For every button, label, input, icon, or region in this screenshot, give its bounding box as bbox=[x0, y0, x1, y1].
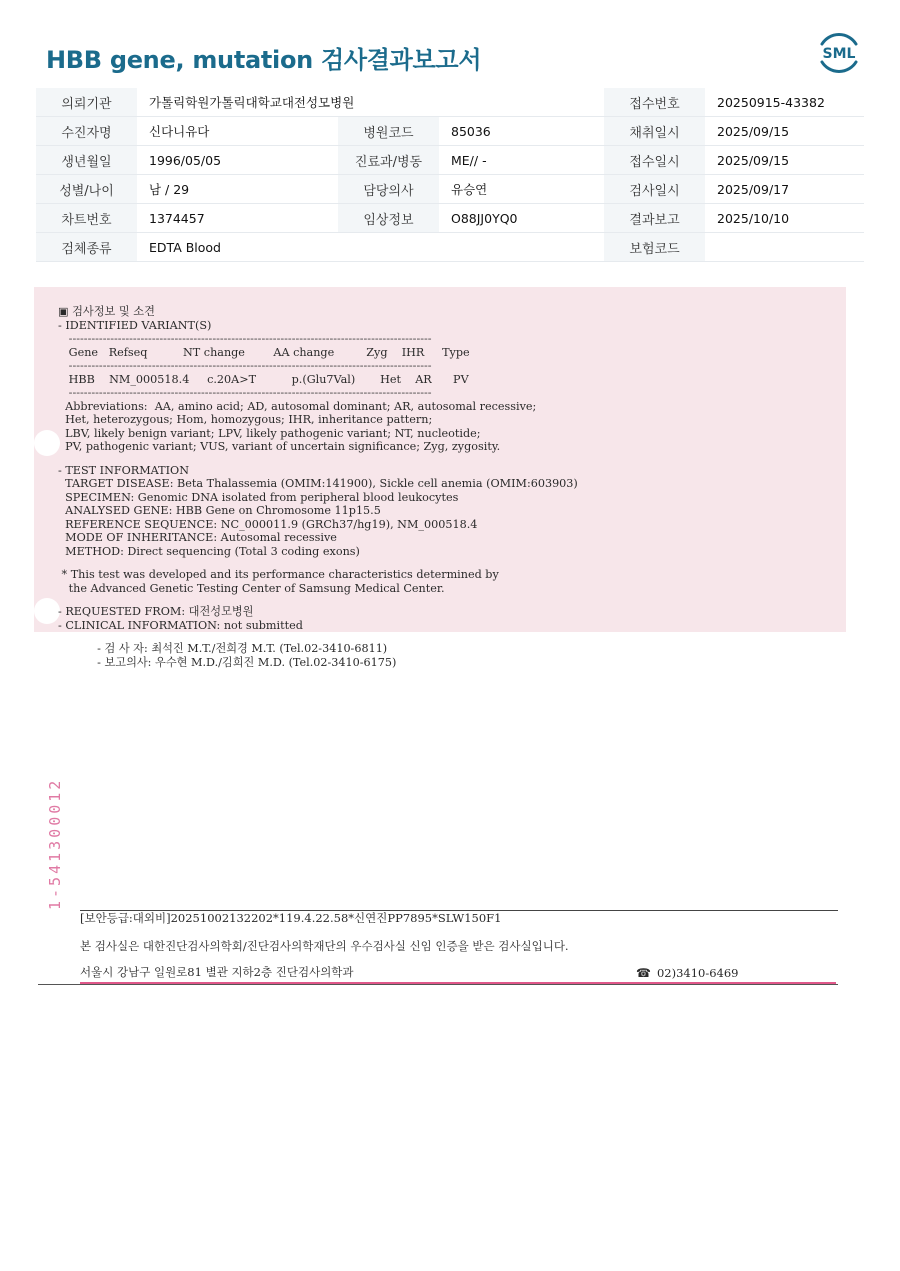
info-value: 가톨릭학원가톨릭대학교대전성모병원 bbox=[137, 88, 604, 117]
info-value: 유승연 bbox=[439, 175, 604, 204]
info-value: EDTA Blood bbox=[137, 233, 604, 262]
requested-from: - REQUESTED FROM: 대전성모병원 bbox=[58, 605, 254, 618]
note-line: * This test was developed and its performance characteristics determined by bbox=[58, 568, 499, 581]
divider: ------------------------------------------------------------------------------------------------ bbox=[58, 386, 432, 399]
info-value: 2025/10/10 bbox=[705, 204, 864, 233]
document-serial-number: 1-541300012 bbox=[46, 777, 64, 910]
info-value: 1374457 bbox=[137, 204, 338, 233]
report-body bbox=[58, 305, 838, 669]
info-row bbox=[36, 117, 864, 146]
info-value: 85036 bbox=[439, 117, 604, 146]
footer-divider bbox=[38, 984, 838, 985]
address-line: 서울시 강남구 일원로81 별관 지하2층 진단검사의학과 bbox=[80, 965, 354, 979]
abbreviation-line: Het, heterozygous; Hom, homozygous; IHR, inheritance pattern; bbox=[58, 413, 433, 426]
info-label: 수진자명 bbox=[36, 117, 137, 146]
info-value: ME// - bbox=[439, 146, 604, 175]
info-label: 진료과/병동 bbox=[338, 146, 439, 175]
test-info-heading: - TEST INFORMATION bbox=[58, 463, 189, 477]
test-info-line: ANALYSED GENE: HBB Gene on Chromosome 11p15.5 bbox=[58, 504, 381, 517]
info-row bbox=[36, 233, 864, 262]
test-info-line: MODE OF INHERITANCE: Autosomal recessive bbox=[58, 531, 337, 544]
certification-line: 본 검사실은 대한진단검사의학회/진단검사의학재단의 우수검사실 신임 인증을 받은 검사실입니다. bbox=[80, 939, 569, 953]
phone-number bbox=[636, 966, 739, 980]
note-line: the Advanced Genetic Testing Center of Samsung Medical Center. bbox=[58, 581, 445, 595]
variant-row: HBB NM_000518.4 c.20A>T p.(Glu7Val) Het AR PV bbox=[58, 372, 469, 386]
security-line: [보안등급:대외비]20251002132202*119.4.22.58*신연진PP7895*SLW150F1 bbox=[80, 911, 502, 925]
clinical-info: - CLINICAL INFORMATION: not submitted bbox=[58, 618, 303, 632]
info-label: 보험코드 bbox=[604, 233, 705, 262]
abbreviation-line: Abbreviations: AA, amino acid; AD, autosomal dominant; AR, autosomal recessive; bbox=[58, 399, 537, 413]
report-title: HBB gene, mutation 검사결과보고서 bbox=[46, 46, 482, 74]
info-row bbox=[36, 88, 864, 117]
patient-info-table bbox=[36, 88, 864, 262]
info-label: 병원코드 bbox=[338, 117, 439, 146]
info-label: 담당의사 bbox=[338, 175, 439, 204]
info-row bbox=[36, 146, 864, 175]
identified-heading: - IDENTIFIED VARIANT(S) bbox=[58, 318, 212, 332]
info-label: 접수번호 bbox=[604, 88, 705, 117]
info-label: 의뢰기관 bbox=[36, 88, 137, 117]
abbreviation-line: LBV, likely benign variant; LPV, likely pathogenic variant; NT, nucleotide; bbox=[58, 426, 481, 440]
info-label: 성별/나이 bbox=[36, 175, 137, 204]
reporter-line: - 보고의사: 우수현 M.D./김희진 M.D. (Tel.02-3410-6175) bbox=[58, 655, 397, 669]
punch-hole bbox=[34, 430, 60, 456]
divider: ------------------------------------------------------------------------------------------------ bbox=[58, 359, 432, 372]
test-info-line: METHOD: Direct sequencing (Total 3 coding exons) bbox=[58, 544, 360, 558]
info-value: 남 / 29 bbox=[137, 175, 338, 204]
info-label: 접수일시 bbox=[604, 146, 705, 175]
info-value: 2025/09/15 bbox=[705, 146, 864, 175]
section-title: ▣ 검사정보 및 소견 bbox=[58, 305, 155, 318]
info-row bbox=[36, 204, 864, 233]
info-label: 결과보고 bbox=[604, 204, 705, 233]
info-value: 1996/05/05 bbox=[137, 146, 338, 175]
info-row bbox=[36, 175, 864, 204]
abbreviation-line: PV, pathogenic variant; VUS, variant of uncertain significance; Zyg, zygosity. bbox=[58, 440, 501, 453]
info-label: 임상정보 bbox=[338, 204, 439, 233]
telephone-icon: ☎ bbox=[636, 966, 651, 980]
info-label: 채취일시 bbox=[604, 117, 705, 146]
info-label: 생년월일 bbox=[36, 146, 137, 175]
test-info-line: REFERENCE SEQUENCE: NC_000011.9 (GRCh37/hg19), NM_000518.4 bbox=[58, 517, 478, 531]
info-value: O88JJ0YQ0 bbox=[439, 204, 604, 233]
info-value: 신다니유다 bbox=[137, 117, 338, 146]
punch-hole bbox=[34, 598, 60, 624]
info-label: 검사일시 bbox=[604, 175, 705, 204]
logo-text: SML bbox=[822, 46, 856, 62]
info-label: 검체종류 bbox=[36, 233, 137, 262]
info-label: 차트번호 bbox=[36, 204, 137, 233]
info-value bbox=[705, 233, 864, 262]
info-value: 2025/09/17 bbox=[705, 175, 864, 204]
info-value: 20250915-43382 bbox=[705, 88, 864, 117]
variant-header: Gene Refseq NT change AA change Zyg IHR Type bbox=[58, 345, 470, 359]
sml-logo-icon bbox=[814, 28, 864, 78]
test-info-line: SPECIMEN: Genomic DNA isolated from peripheral blood leukocytes bbox=[58, 490, 459, 504]
phone-text: 02)3410-6469 bbox=[656, 966, 739, 980]
examiner-line: - 검 사 자: 최석진 M.T./전희경 M.T. (Tel.02-3410-6811) bbox=[58, 642, 388, 655]
info-value: 2025/09/15 bbox=[705, 117, 864, 146]
test-info-line: TARGET DISEASE: Beta Thalassemia (OMIM:141900), Sickle cell anemia (OMIM:603903) bbox=[58, 477, 578, 490]
divider: ------------------------------------------------------------------------------------------------ bbox=[58, 332, 432, 345]
